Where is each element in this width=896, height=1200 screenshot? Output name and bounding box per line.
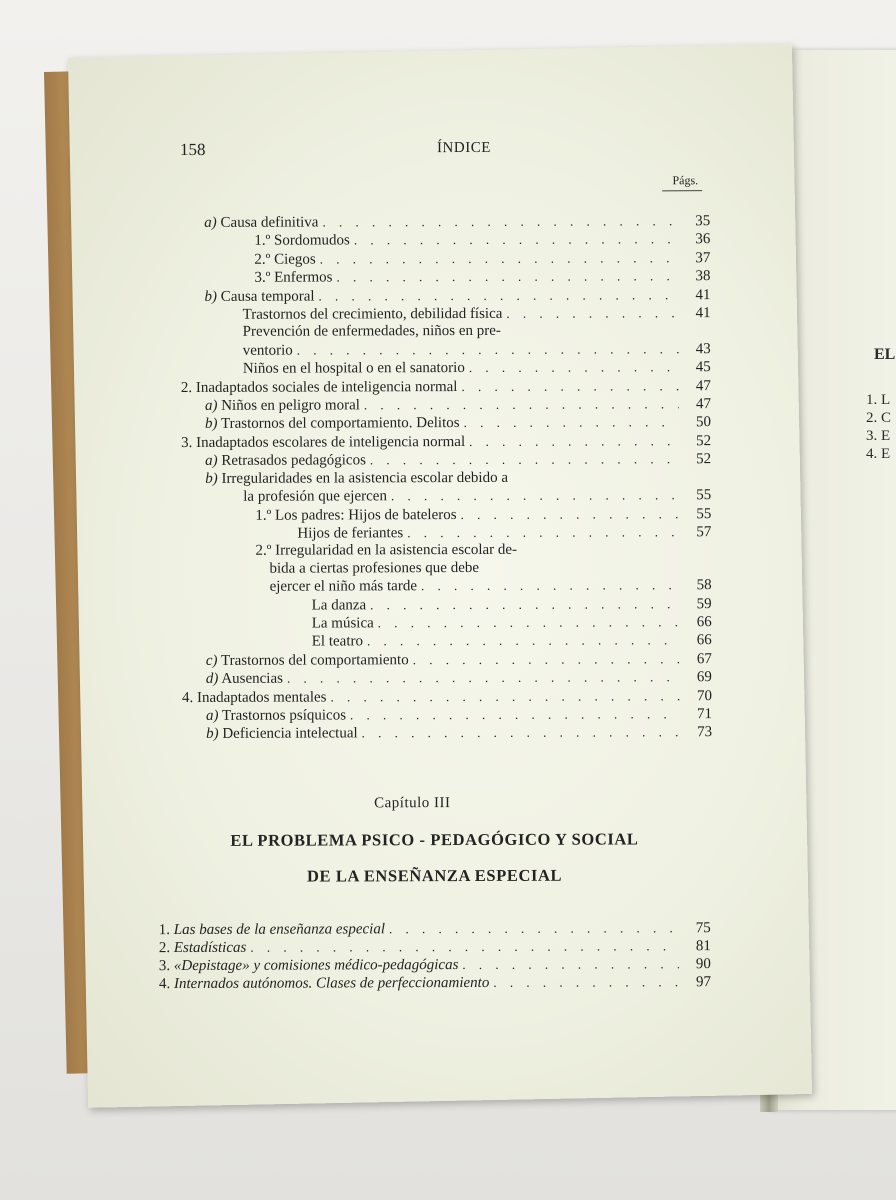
toc-entry-page: 41 [695, 286, 711, 303]
toc-entry [181, 395, 711, 415]
toc-entry-title: la profesión que ejercen [243, 488, 387, 505]
dot-leader [336, 267, 678, 286]
toc-entry-letter: a) [205, 453, 218, 470]
toc-entry [181, 414, 711, 434]
toc-entry-page: 66 [696, 614, 712, 631]
toc-entry-page: 71 [696, 706, 713, 723]
toc-entry [182, 576, 712, 596]
facing-page-item: 1. L [866, 392, 891, 408]
toc-entry-page: 52 [696, 451, 712, 468]
toc-entry-page: 73 [697, 724, 713, 741]
toc-entry-title: d) Ausencias [205, 670, 283, 688]
toc-entry [182, 613, 712, 633]
toc-entry-title: b) Trastornos del comportamiento. Delitos [204, 415, 460, 433]
toc-entry [180, 212, 710, 232]
toc-entry-title: La danza [311, 596, 367, 614]
page-number: 158 [180, 139, 206, 159]
toc-entry [182, 595, 712, 615]
toc-entry-letter: c) [205, 652, 218, 669]
chapter-title-line-1: EL PROBLEMA PSICO - PEDAGÓGICO Y SOCIAL [230, 829, 639, 850]
dot-leader [469, 359, 679, 377]
toc-entry-title: c) Trastornos del comportamiento [205, 651, 409, 669]
toc-entry [182, 631, 712, 651]
toc-entry [180, 267, 710, 287]
facing-page-title: EL [874, 346, 896, 363]
toc-entry-title: 2. Inadaptados sociales de inteligencia normal [180, 378, 458, 396]
toc-entry-title: b) Deficiencia intelectual [206, 725, 358, 743]
toc-entry [180, 249, 710, 269]
pages-column-label [180, 164, 710, 192]
dot-leader [378, 613, 680, 631]
toc-entry-page: 36 [695, 231, 711, 248]
dot-leader [464, 414, 679, 432]
toc-entry-page: 69 [696, 669, 712, 686]
dot-leader [407, 523, 679, 541]
toc-entry-title: 3. Inadaptados escolares de inteligencia normal [181, 433, 466, 451]
toc-entry-title: a) Causa definitiva [204, 214, 319, 231]
toc-entry-letter: b) [205, 470, 218, 487]
chapter-toc-entry-page: 97 [695, 973, 711, 990]
chapter-toc-entry-text: Internados autónomos. Clases de perfeccionamiento [173, 974, 490, 992]
chapter-title-line-2: DE LA ENSEÑANZA ESPECIAL [306, 865, 563, 886]
toc-entry-letter: a) [204, 214, 217, 231]
toc-entry-page: 70 [696, 687, 712, 704]
toc-entry-page: 58 [696, 577, 712, 594]
toc-entry [181, 469, 711, 488]
toc-entry [181, 450, 711, 470]
toc-entry-title: 1.º Los padres: Hijos de bateleros [255, 506, 457, 524]
pages-label-rule [662, 190, 702, 191]
toc-entry [181, 286, 711, 306]
chapter-toc-entry-title: 4. Internados autónomos. Clases de perfeccionamiento [158, 974, 490, 992]
page-header [180, 138, 710, 166]
toc-entry [181, 559, 711, 578]
toc-entry [181, 358, 711, 378]
toc-entry-title: Trastornos del crecimiento, debilidad física [242, 305, 503, 323]
dot-leader [370, 595, 680, 613]
toc-entry-page: 50 [695, 414, 712, 431]
chapter-toc-entry-title: 2. Estadísticas [158, 939, 247, 956]
dot-leader [287, 668, 680, 687]
toc-entry-letter: a) [204, 397, 218, 414]
toc-entry-title: La música [311, 615, 374, 632]
toc-entry-page: 55 [696, 505, 712, 522]
dot-leader [493, 973, 679, 992]
dot-leader [320, 249, 679, 268]
page-content [158, 138, 713, 993]
dot-leader [461, 377, 678, 395]
toc-entry-title: b) Causa temporal [204, 288, 315, 305]
toc-entry-title: 3.º Enfermos [254, 269, 333, 286]
toc-entry-letter: b) [204, 416, 218, 433]
toc-entry-page: 67 [696, 650, 712, 667]
toc-entry [182, 668, 712, 688]
chapter-toc-entry [159, 937, 711, 957]
toc-entry-title: bida a ciertas profesiones que debe [269, 559, 480, 577]
chapter-toc-entry [159, 973, 711, 993]
toc-entry [181, 523, 711, 543]
chapter-toc-list [159, 919, 711, 993]
dot-leader [297, 340, 679, 359]
toc-entry-title: 2.º Irregularidad en la asistencia escolar de- [255, 542, 518, 560]
dot-leader [330, 687, 680, 706]
dot-leader [506, 304, 678, 322]
dot-leader [350, 705, 680, 724]
toc-entry-title: b) Irregularidades en la asistencia escolar debido a [205, 469, 508, 487]
toc-entry-title: a) Retrasados pedagógicos [205, 452, 366, 470]
chapter-toc-entry [159, 955, 711, 975]
running-title: ÍNDICE [437, 139, 491, 157]
toc-entry-page: 41 [695, 305, 711, 322]
chapter-toc-entry-page: 75 [695, 919, 711, 936]
toc-entry-page: 47 [695, 396, 711, 413]
chapter-toc-entry-text: Estadísticas [173, 939, 247, 956]
chapter-label: Capítulo III [374, 794, 451, 812]
toc-entry [181, 541, 711, 560]
dot-leader [462, 955, 679, 974]
toc-entry-title: a) Trastornos psíquicos [205, 707, 347, 724]
toc-entry-title: ventorio [242, 342, 293, 359]
facing-page-item: 4. E [866, 446, 891, 462]
toc-entry [181, 304, 711, 324]
toc-entry-page: 45 [695, 359, 711, 376]
chapter-toc-entry-title: 1. Las bases de la enseñanza especial [158, 921, 386, 938]
dot-leader [362, 724, 680, 743]
toc-entry-title: 2.º Ciegos [254, 251, 316, 268]
toc-entry-page: 43 [695, 340, 711, 358]
toc-entry [182, 650, 712, 670]
toc-entry [181, 377, 711, 397]
toc-entry-page: 47 [695, 377, 711, 394]
dot-leader [318, 286, 678, 305]
chapter-toc-entry-text: Las bases de la enseñanza especial [173, 921, 386, 938]
toc-entry-letter: b) [204, 288, 218, 305]
dot-leader [322, 212, 678, 231]
toc-entry [181, 505, 711, 525]
toc-entry-page: 38 [695, 268, 711, 285]
toc-list [180, 212, 712, 744]
toc-entry-title: Hijos de feriantes [297, 525, 404, 542]
toc-entry-page: 37 [695, 249, 711, 267]
chapter-toc-entry [159, 919, 711, 939]
facing-page-item: 3. E [866, 428, 891, 444]
dot-leader [413, 650, 680, 668]
chapter-toc-entry-text: «Depistage» y comisiones médico-pedagógicas [173, 956, 459, 974]
toc-entry-title: 4. Inadaptados mentales [181, 689, 327, 706]
toc-entry [180, 231, 710, 251]
toc-entry-letter: b) [206, 726, 219, 743]
toc-entry-letter: d) [205, 671, 219, 688]
dot-leader [367, 632, 680, 650]
toc-entry [182, 687, 712, 707]
toc-entry [181, 340, 711, 360]
toc-entry-letter: a) [205, 707, 219, 724]
toc-entry-page: 52 [696, 433, 712, 450]
toc-entry-page: 55 [696, 487, 712, 504]
facing-page-item: 2. C [866, 410, 892, 426]
toc-entry-page: 35 [695, 213, 711, 230]
dot-leader [389, 919, 679, 938]
toc-entry-page: 66 [696, 632, 712, 649]
toc-entry-page: 59 [696, 595, 712, 612]
toc-entry [181, 486, 711, 506]
chapter-toc-entry-title: 3. «Depistage» y comisiones médico-pedagógicas [158, 956, 459, 974]
toc-entry [181, 323, 711, 342]
toc-entry-title: Prevención de enfermedades, niños en pre- [242, 323, 501, 341]
toc-entry-title: ejercer el niño más tarde [269, 578, 418, 595]
toc-entry [181, 432, 711, 452]
dot-leader [370, 451, 679, 469]
toc-entry [182, 724, 712, 744]
dot-leader [469, 432, 679, 450]
pages-label: Págs. [672, 173, 699, 188]
toc-entry-page: 57 [696, 524, 712, 541]
dot-leader [461, 505, 680, 523]
toc-entry-title: 1.º Sordomudos [254, 232, 350, 250]
toc-entry [182, 705, 712, 725]
chapter-toc-entry-page: 90 [695, 955, 711, 972]
dot-leader [421, 576, 680, 594]
dot-leader [364, 395, 679, 414]
dot-leader [250, 937, 679, 956]
dot-leader [391, 486, 679, 504]
chapter-toc-entry-page: 81 [695, 937, 711, 954]
toc-entry-title: El teatro [311, 633, 364, 650]
toc-entry-title: Niños en el hospital o en el sanatorio [242, 360, 465, 378]
dot-leader [354, 231, 679, 250]
toc-entry-title: a) Niños en peligro moral [204, 397, 360, 414]
